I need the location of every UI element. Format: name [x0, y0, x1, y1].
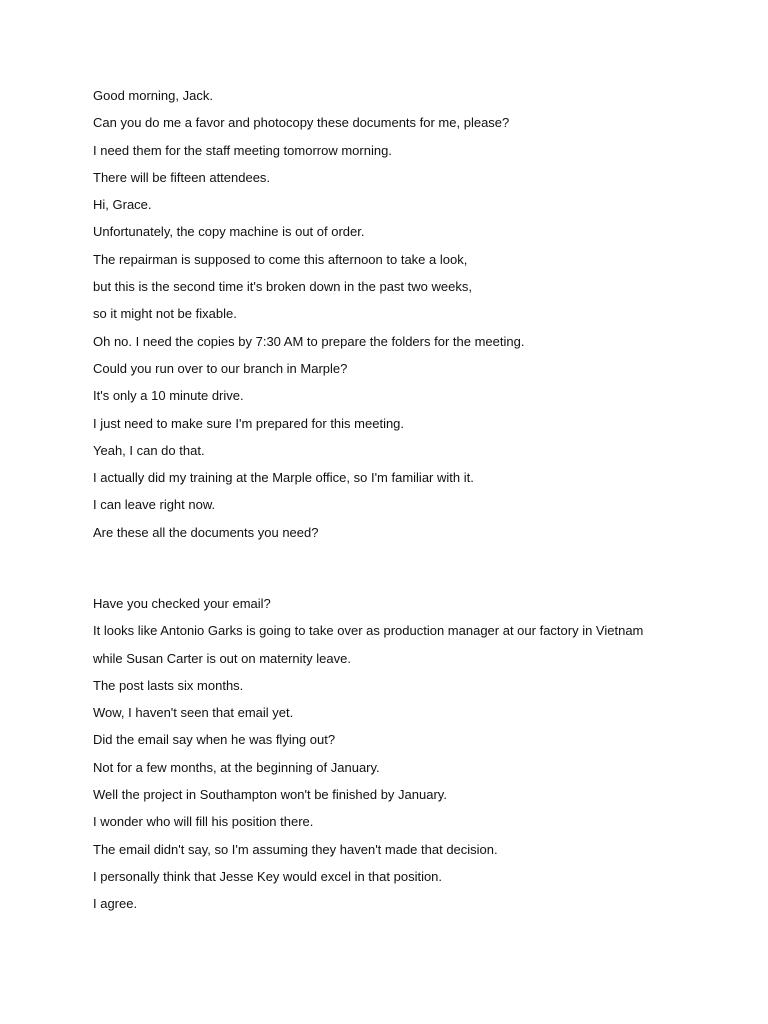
text-line: The email didn't say, so I'm assuming they haven't made that decision.: [93, 841, 498, 857]
text-line: Have you checked your email?: [93, 596, 271, 611]
text-line: I agree.: [93, 896, 138, 912]
text-line: I personally think that Jesse Key would excel in that position.: [93, 868, 443, 884]
text-line: Can you do me a favor and photocopy these documents for me, please?: [93, 115, 510, 131]
text-line: I actually did my training at the Marple office, so I'm familiar with it.: [93, 470, 474, 486]
dialogue-block-2: [93, 593, 733, 921]
text-line: Hi, Grace.: [93, 197, 152, 213]
text-line: Did the email say when he was flying out?: [93, 732, 336, 748]
text-line: I just need to make sure I'm prepared for this meeting.: [93, 415, 405, 431]
text-line: but this is the second time it's broken down in the past two weeks,: [93, 279, 472, 295]
text-line: The repairman is supposed to come this afternoon to take a look,: [93, 251, 468, 267]
text-line: while Susan Carter is out on maternity leave.: [93, 650, 351, 666]
text-line: I wonder who will fill his position there.: [93, 814, 314, 830]
text-line: Yeah, I can do that.: [93, 442, 205, 458]
text-line: I need them for the staff meeting tomorrow morning.: [93, 142, 392, 158]
text-line: Oh no. I need the copies by 7:30 AM to prepare the folders for the meeting.: [93, 333, 525, 349]
text-line: Good morning, Jack.: [93, 88, 213, 103]
text-line: Not for a few months, at the beginning of January.: [93, 759, 380, 775]
text-line: Are these all the documents you need?: [93, 524, 319, 540]
text-line: Wow, I haven't seen that email yet.: [93, 705, 294, 721]
text-line: It's only a 10 minute drive.: [93, 388, 244, 404]
text-line: so it might not be fixable.: [93, 306, 237, 322]
text-line: Could you run over to our branch in Marple?: [93, 360, 348, 376]
text-line: Well the project in Southampton won't be finished by January.: [93, 787, 447, 803]
text-line: Unfortunately, the copy machine is out of order.: [93, 224, 365, 240]
dialogue-block-1: [93, 85, 733, 549]
text-line: It looks like Antonio Garks is going to take over as production manager at our factory in Vietnam: [93, 623, 644, 639]
text-line: The post lasts six months.: [93, 677, 244, 693]
text-line: I can leave right now.: [93, 497, 216, 513]
text-line: There will be fifteen attendees.: [93, 169, 271, 185]
